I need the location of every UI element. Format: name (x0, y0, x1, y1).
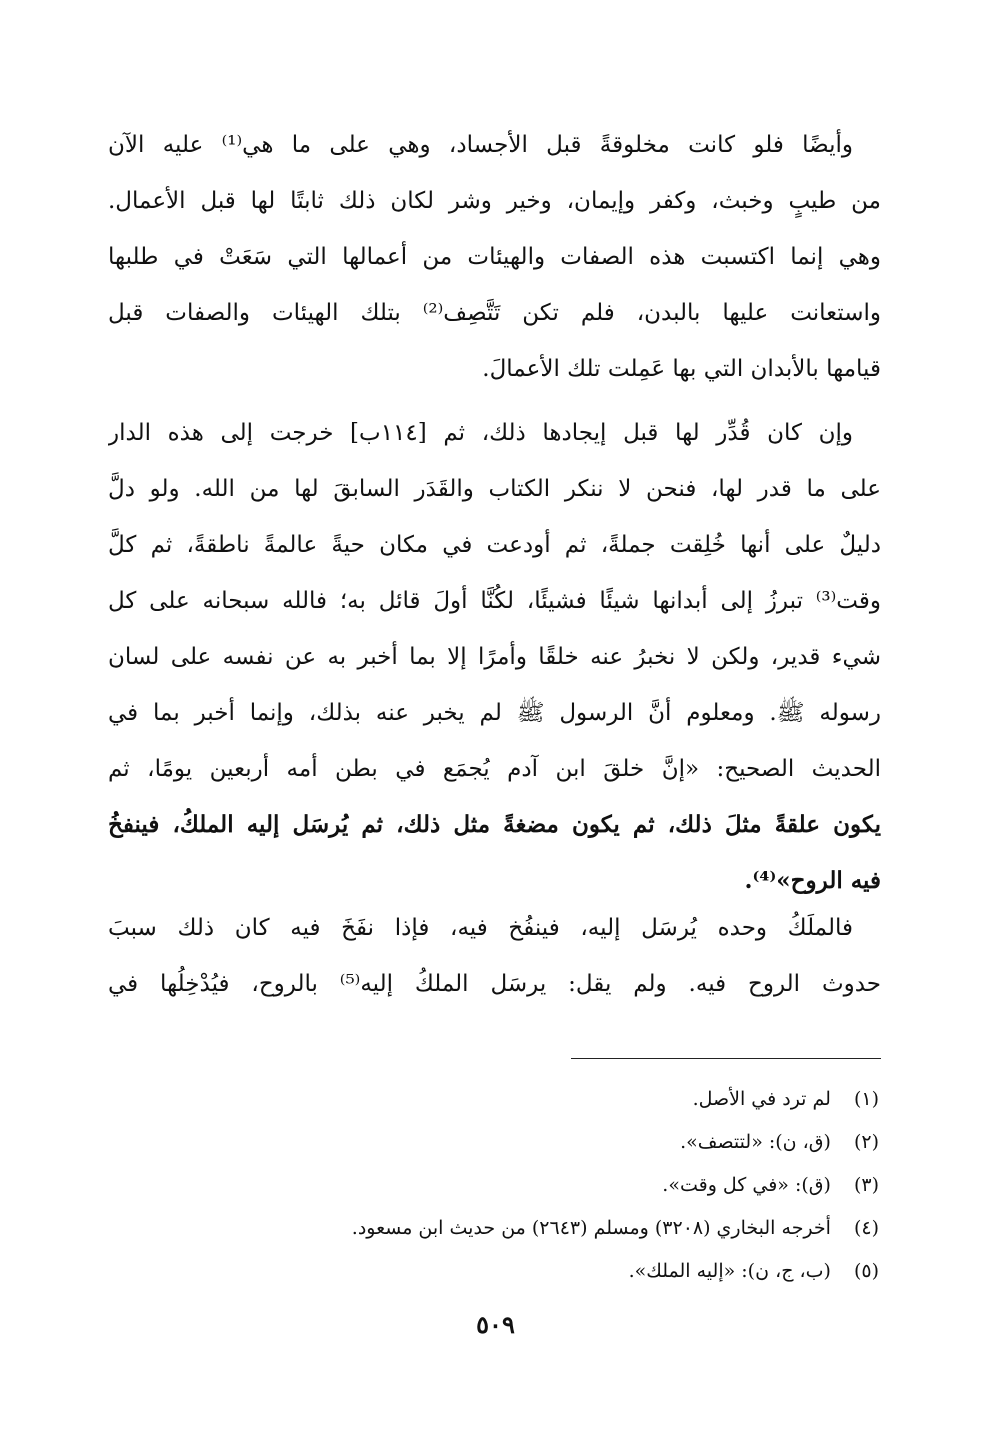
footnote-item (200, 1164, 879, 1207)
footnote-number: (١) (853, 1088, 879, 1110)
footnote-text: لم ترد في الأصل. (692, 1088, 831, 1110)
text-line: وأيضًا فلو كانت مخلوقةً قبل الأجساد، وهي على ما هي⁽¹⁾ عليه الآن (108, 132, 853, 158)
footnote-item (200, 1121, 879, 1164)
text-line: رسوله ﷺ. ومعلوم أنَّ الرسول ﷺ لم يخبر عنه بذلك، وإنما أخبر بما في (108, 700, 881, 726)
text-line: حدوث الروح فيه. ولم يقل: يرسَل الملكُ إليه⁽⁵⁾ بالروح، فيُدْخِلُها في (108, 971, 881, 997)
text-line: على ما قدر لها، فنحن لا ننكر الكتاب والقَدَر السابقَ لها من الله. ولو دلَّ (108, 476, 881, 502)
footnote-divider (571, 1058, 881, 1059)
text-line: واستعانت عليها بالبدن، فلم تكن تَتَّصِف⁽²⁾ بتلك الهيئات والصفات قبل (108, 300, 881, 326)
footnote-item (200, 1207, 879, 1250)
footnote-text: (ق، ن): «لتتصف». (680, 1131, 831, 1153)
paragraph-2 (108, 405, 881, 909)
text-line: شيء قدير، ولكن لا نخبرُ عنه خلقًا وأمرًا إلا بما أخبر به عن نفسه على لسان (108, 644, 881, 670)
text-line: فالملَكُ وحده يُرسَل إليه، فينفُخ فيه، فإذا نفَخَ فيه كان ذلك سببَ (108, 915, 853, 941)
footnote-number: (٣) (853, 1174, 879, 1196)
paragraph-1 (108, 117, 881, 397)
text-line: الحديث الصحيح: «إنَّ خلقَ ابن آدم يُجمَع في بطن أمه أربعين يومًا، ثم (108, 756, 881, 782)
footnote-item (200, 1250, 879, 1293)
footnote-number: (٥) (853, 1260, 879, 1282)
text-line: من طيبٍ وخبث، وكفر وإيمان، وخير وشر لكان ذلك ثابتًا لها قبل الأعمال. (108, 188, 881, 214)
footnote-text: (ب، ج، ن): «إليه الملك». (628, 1260, 831, 1282)
text-line: دليلٌ على أنها خُلِقت جملةً، ثم أودعت في مكان حيةً عالمةً ناطقةً، ثم كلَّ (108, 532, 881, 558)
text-line: قيامها بالأبدان التي بها عَمِلت تلك الأعمالَ. (482, 356, 881, 382)
text-line: وقت⁽³⁾ تبرزُ إلى أبدانها شيئًا فشيئًا، لكُنَّا أولَ قائل به؛ فالله سبحانه على كل (108, 588, 881, 614)
text-line: وإن كان قُدِّر لها قبل إيجادها ذلك، ثم [١١٤ب] خرجت إلى هذه الدار (108, 420, 853, 446)
page-number: ٥٠٩ (476, 1310, 515, 1339)
hadith-line: يكون علقةً مثلَ ذلك، ثم يكون مضغةً مثل ذلك، ثم يُرسَل إليه الملكُ، فينفخُ (108, 811, 881, 838)
footnote-text: أخرجه البخاري (٣٢٠٨) ومسلم (٢٦٤٣) من حديث ابن مسعود. (351, 1217, 831, 1239)
text-line: وهي إنما اكتسبت هذه الصفات والهيئات من أعمالها التي سَعَتْ في طلبها (108, 244, 881, 270)
footnote-item (200, 1078, 879, 1121)
footnote-number: (٤) (853, 1217, 879, 1239)
hadith-line: فيه الروح»⁽⁴⁾. (744, 867, 881, 894)
footnote-number: (٢) (853, 1131, 879, 1153)
paragraph-3 (108, 900, 881, 1012)
footnotes (200, 1078, 879, 1293)
footnote-text: (ق): «في كل وقت». (662, 1174, 831, 1196)
